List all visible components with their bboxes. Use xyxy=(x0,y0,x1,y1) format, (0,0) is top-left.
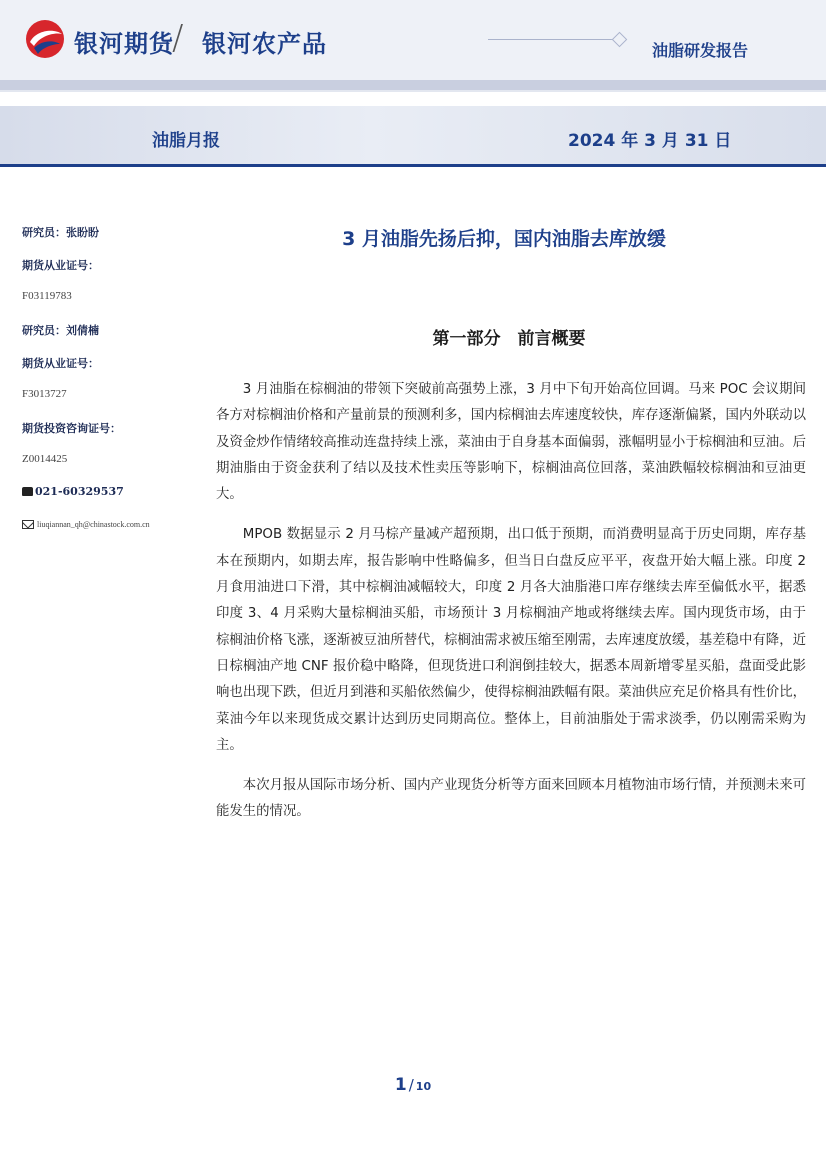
report-body xyxy=(216,377,806,840)
phone-number: 021-60329537 xyxy=(35,485,124,498)
sub-brand-name: 银河农产品 xyxy=(202,30,327,58)
section-heading: 第一部分 前言概要 xyxy=(432,329,586,349)
phone-row xyxy=(22,485,124,498)
researcher-1: 研究员：张盼盼 xyxy=(22,226,99,239)
brand-separator: / xyxy=(172,18,184,58)
advisory-label: 期货投资咨询证号： xyxy=(22,422,121,435)
researcher-2: 研究员：刘倩楠 xyxy=(22,324,99,337)
paragraph-3: 本次月报从国际市场分析、国内产业现货分析等方面来回顾本月植物油市场行情，并预测未来可能发生的情况。 xyxy=(216,778,806,820)
header-divider xyxy=(0,90,826,92)
header-stripe xyxy=(0,80,826,90)
license-label-1: 期货从业证号： xyxy=(22,259,99,272)
email-address[interactable]: liuqiannan_qh@chinastock.com.cn xyxy=(37,520,150,529)
brand-name: 银河期货 xyxy=(74,30,174,58)
license-number-2: F3013727 xyxy=(22,388,67,400)
paragraph-1: 3 月油脂在棕榈油的带领下突破前高强势上涨，3 月中下旬开始高位回调。马来 POC 会议期间各方对棕榈油价格和产量前景的预测利多，国内棕榈油去库速度较快，库存逐渐偏紧，国内外联动以及资金炒作情绪较高推动连盘持续上涨，菜油由于自身基本面偏弱，涨幅明显小于棕榈油和豆油。后期油脂由于资金获利了结以及技术性卖压等影响下，棕榈油高位回落，菜油跌幅较棕榈油和豆油更大。 xyxy=(216,382,806,503)
report-date: 2024 年 3 月 31 日 xyxy=(568,131,732,151)
mail-icon xyxy=(22,520,34,529)
license-number-1: F03119783 xyxy=(22,290,72,302)
decorative-line xyxy=(488,39,616,40)
phone-icon xyxy=(22,487,33,496)
page-number xyxy=(0,1075,826,1095)
email-row xyxy=(22,520,150,529)
license-label-2: 期货从业证号： xyxy=(22,357,99,370)
report-type: 油脂研发报告 xyxy=(652,41,749,60)
page-separator: / xyxy=(408,1076,414,1094)
banner-underline xyxy=(0,164,826,167)
report-series-title: 油脂月报 xyxy=(152,131,220,151)
total-pages: 10 xyxy=(415,1080,432,1093)
paragraph-2: MPOB 数据显示 2 月马棕产量减产超预期，出口低于预期，而消费明显高于历史同期，库存基本在预期内，如期去库，报告影响中性略偏多，但当日白盘反应平平，夜盘开始大幅上涨。印度 2 月食用油进口下滑，其中棕榈油减幅较大，印度 2 月各大油脂港口库存继续去库至偏低水平，据悉印度 3、4 月采购大量棕榈油买船，市场预计 3 月棕榈油产地或将继续去库。国内现货市场，由于棕榈油价格飞涨，逐渐被豆油所替代，棕榈油需求被压缩至刚需，去库速度放缓，基差稳中有降，近日棕榈油产地 CNF 报价稳中略降，但现货进口利润倒挂较大，据悉本周新增零星买船，盘面受此影响也出现下跌，但近月到港和买船依然偏少，使得棕榈油跌幅有限。菜油供应充足价格具有性价比，菜油今年以来现货成交累计达到历史同期高位。整体上，目前油脂处于需求淡季，仍以刚需采购为主。 xyxy=(216,527,806,753)
report-headline: 3 月油脂先扬后抑，国内油脂去库放缓 xyxy=(342,228,666,250)
galaxy-logo-icon xyxy=(24,18,66,60)
advisory-number: Z0014425 xyxy=(22,453,68,465)
current-page: 1 xyxy=(394,1075,407,1095)
